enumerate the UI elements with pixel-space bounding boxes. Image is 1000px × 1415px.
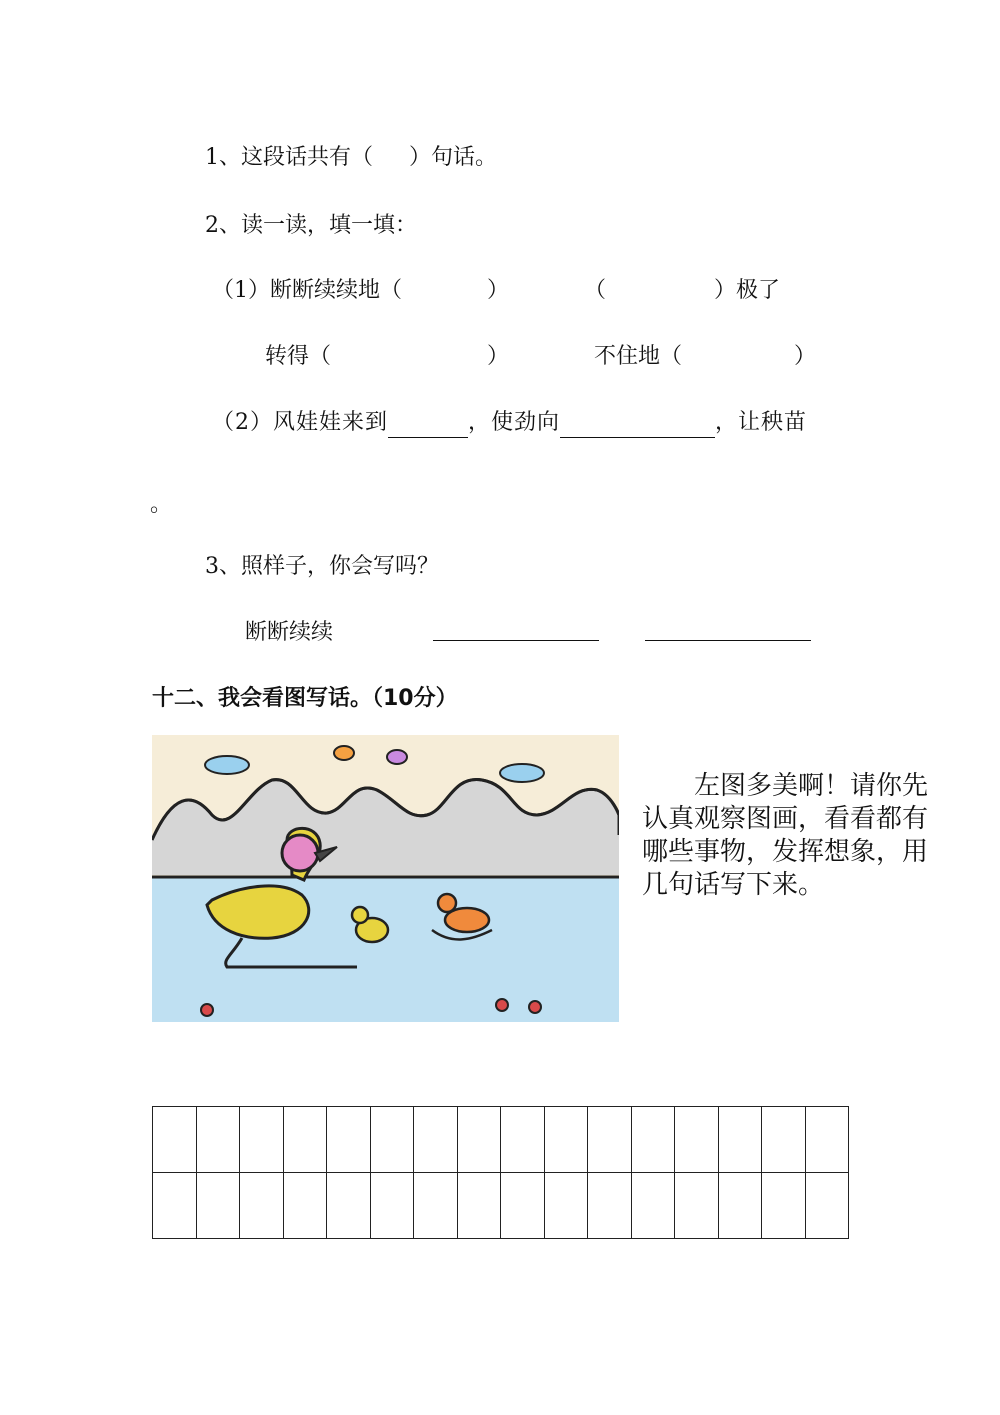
grid-cell[interactable] xyxy=(588,1107,632,1173)
grid-cell[interactable] xyxy=(762,1107,806,1173)
question-3: 3、照样子，你会写吗？ xyxy=(205,554,439,579)
grid-cell[interactable] xyxy=(588,1173,632,1239)
grid-cell[interactable] xyxy=(675,1173,719,1239)
grid-cell[interactable] xyxy=(240,1173,284,1239)
grid-cell[interactable] xyxy=(414,1173,458,1239)
q2-1-row1-left-close: ） xyxy=(487,278,510,303)
grid-cell[interactable] xyxy=(196,1107,240,1173)
grid-cell[interactable] xyxy=(196,1173,240,1239)
grid-row xyxy=(153,1107,849,1173)
q2-1-row2-right: 不住地（ xyxy=(594,344,683,369)
q2-2-blank-1[interactable] xyxy=(388,415,468,438)
q2-1-row2-left-close: ） xyxy=(487,344,510,369)
grid-cell[interactable] xyxy=(370,1107,414,1173)
grid-cell[interactable] xyxy=(327,1107,371,1173)
grid-cell[interactable] xyxy=(501,1107,545,1173)
grid-cell[interactable] xyxy=(762,1173,806,1239)
q2-2-blank-2[interactable] xyxy=(560,415,715,438)
grid-cell[interactable] xyxy=(283,1173,327,1239)
q2-1-row2-right-close: ） xyxy=(794,344,817,369)
q2-1-row1-right-open: （ xyxy=(584,278,607,303)
grid-cell[interactable] xyxy=(631,1107,675,1173)
q1-before: 1、这段话共有（ xyxy=(205,145,373,170)
q2-2-end-mark: 。 xyxy=(150,492,173,517)
grid-cell[interactable] xyxy=(631,1173,675,1239)
grid-cell[interactable] xyxy=(327,1173,371,1239)
q3-answer-line-2[interactable] xyxy=(645,640,811,641)
duck-pond-drawing xyxy=(152,735,619,1022)
q2-1-row1-right: ）极了 xyxy=(714,278,781,303)
grid-cell[interactable] xyxy=(805,1173,849,1239)
grid-cell[interactable] xyxy=(283,1107,327,1173)
grid-cell[interactable] xyxy=(718,1107,762,1173)
grid-row xyxy=(153,1173,849,1239)
grid-cell[interactable] xyxy=(457,1107,501,1173)
q3-example: 断断续续 xyxy=(245,620,334,645)
writing-grid[interactable] xyxy=(152,1106,849,1239)
q2-2-part2: ，使劲向 xyxy=(468,410,561,435)
grid-cell[interactable] xyxy=(153,1173,197,1239)
q3-answer-line-1[interactable] xyxy=(433,640,599,641)
grid-cell[interactable] xyxy=(457,1173,501,1239)
question-2: 2、读一读，填一填： xyxy=(205,213,417,238)
section-12-heading: 十二、我会看图写话。（10分） xyxy=(152,686,458,711)
q2-1-row1-left: （1）断断续续地（ xyxy=(212,278,402,303)
grid-cell[interactable] xyxy=(544,1173,588,1239)
q1-after: ）句话。 xyxy=(409,145,498,170)
q2-1-row2-left: 转得（ xyxy=(265,344,332,369)
question-1 xyxy=(205,143,497,173)
grid-cell[interactable] xyxy=(718,1173,762,1239)
grid-cell[interactable] xyxy=(240,1107,284,1173)
grid-cell[interactable] xyxy=(414,1107,458,1173)
section-12-prompt: 左图多美啊！请你先认真观察图画，看看都有哪些事物，发挥想象，用几句话写下来。 xyxy=(642,771,929,900)
grid-cell[interactable] xyxy=(805,1107,849,1173)
q2-2-part3: ，让秧苗 xyxy=(715,410,808,435)
q2-2-sentence xyxy=(212,408,807,438)
grid-cell[interactable] xyxy=(501,1173,545,1239)
grid-cell[interactable] xyxy=(370,1173,414,1239)
q2-2-part1: （2）风娃娃来到 xyxy=(212,410,388,435)
grid-cell[interactable] xyxy=(544,1107,588,1173)
grid-cell[interactable] xyxy=(153,1107,197,1173)
grid-cell[interactable] xyxy=(675,1107,719,1173)
